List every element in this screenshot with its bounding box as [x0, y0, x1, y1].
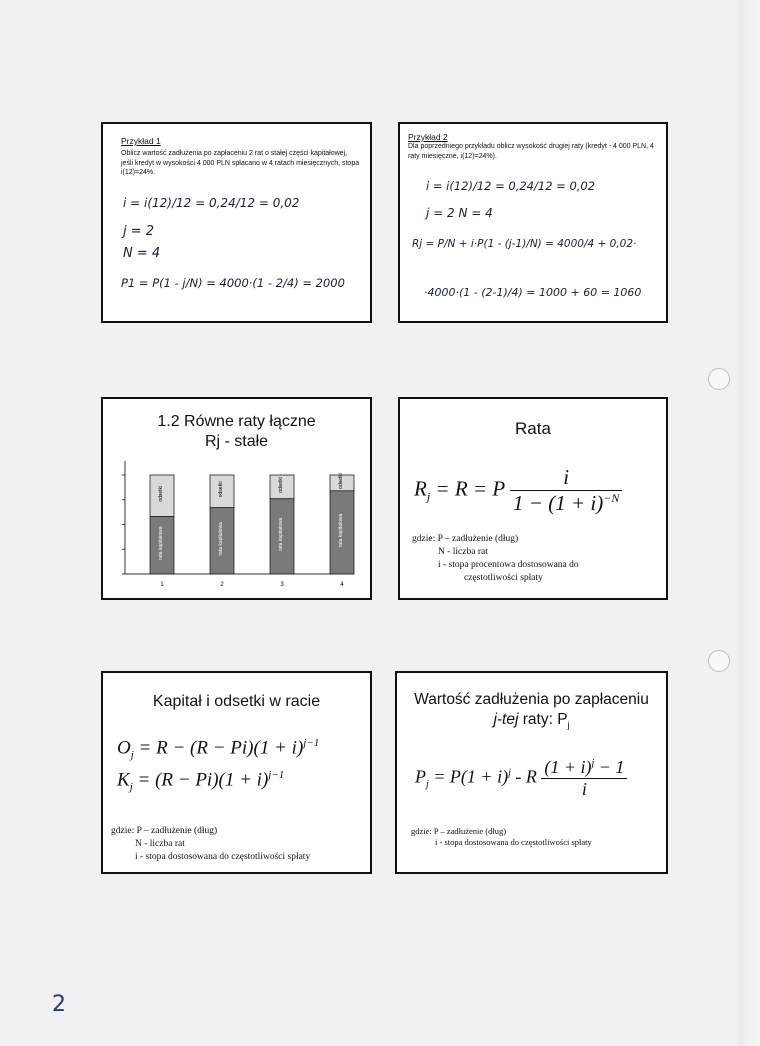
- capital-label: rata kapitałowa: [158, 526, 164, 561]
- slide-equal-installments: [101, 397, 372, 600]
- slide-rata: [398, 397, 668, 600]
- handwritten-line: j = 2: [123, 224, 155, 239]
- note-line: częstotliwości spłaty: [464, 573, 543, 583]
- page-number: 2: [52, 992, 66, 1017]
- slide-example-2: [398, 122, 668, 323]
- binder-hole: [708, 368, 730, 390]
- capital-label: rata kapitałowa: [278, 517, 284, 552]
- slide-subtitle: Rj - stałe: [204, 433, 269, 450]
- handwritten-line: P1 = P(1 - j/N) = 4000·(1 - 2/4) = 2000: [121, 276, 345, 290]
- slide-title: Wartość zadłużenia po zapłaceniu: [414, 691, 649, 708]
- note-line: gdzie: P – zadłużenie (dług): [412, 534, 519, 544]
- note-line: N - liczba rat: [438, 547, 488, 557]
- x-tick-label: 4: [340, 582, 344, 588]
- installment-formula: $R_j = R = P$ $\frac{i}{1 - (1 + i)^{-N}}$: [414, 465, 622, 516]
- slide-subtitle: j-tej raty: $P_j$: [493, 711, 570, 731]
- slide-example-1: [101, 122, 372, 323]
- slide-title: 1.2 Równe raty łączne: [157, 413, 316, 430]
- slide-title: Przykład 2: [408, 132, 448, 142]
- x-tick-label: 1: [160, 582, 164, 588]
- note-line: gdzie: P – zadłużenie (dług): [111, 826, 218, 836]
- page-edge: [738, 0, 760, 1046]
- note-line: i - stopa procentowa dostosowana do: [438, 560, 579, 570]
- x-tick-label: 3: [280, 582, 284, 588]
- handwritten-line: N = 4: [123, 246, 161, 261]
- slide-title: Rata: [515, 419, 551, 438]
- handwritten-line: ·4000·(1 - (2-1)/4) = 1000 + 60 = 1060: [424, 286, 642, 299]
- installment-chart: [103, 399, 370, 598]
- capital-label: rata kapitałowa: [218, 522, 224, 556]
- capital-label: rata kapitałowa: [338, 513, 344, 548]
- x-tick-label: 2: [220, 582, 224, 588]
- slide-capital-interest: [101, 671, 372, 874]
- note-line: i - stopa dostosowana do częstotliwości spłaty: [135, 852, 311, 862]
- handwritten-line: i = i(12)/12 = 0,24/12 = 0,02: [123, 196, 300, 210]
- note-line: N - liczba rat: [135, 839, 185, 849]
- binder-hole: [708, 650, 730, 672]
- interest-label: odsetki: [278, 476, 284, 493]
- handwritten-line: Rj = P/N + i·P(1 - (j-1)/N) = 4000/4 + 0,02·: [412, 238, 637, 250]
- handwritten-line: j = 2 N = 4: [426, 206, 493, 220]
- handwritten-line: i = i(12)/12 = 0,24/12 = 0,02: [426, 179, 596, 193]
- capital-formula: $K_j = (R - Pi)(1 + i)^{j-1}$: [117, 769, 285, 794]
- debt-formula: $P_j = P(1 + i)^j - R$ $\frac{(1 + i)^j - 1}{i}$: [415, 757, 627, 800]
- slide-title: Przykład 1: [121, 136, 161, 146]
- interest-label: odsetki: [218, 481, 224, 498]
- interest-formula: $O_j = R - (R - Pi)(1 + i)^{j-1}$: [117, 737, 320, 762]
- slide-debt-value: [395, 671, 668, 874]
- interest-label: odsetki: [158, 485, 164, 502]
- note-line: i - stopa dostosowana do częstotliwości spłaty: [435, 837, 592, 847]
- slide-title: Kapitał i odsetki w racie: [152, 693, 321, 710]
- note-line: gdzie: P – zadłużenie (dług): [411, 826, 507, 836]
- interest-label: odsetki: [338, 472, 344, 489]
- exercise-text: Oblicz wartość zadłużenia po zapłaceniu 2 rat o stałej części kapitałowej, jeśli kredyt w wysokości 4 000 PLN spłacano w 4 ratach miesięcznych, stopa i(12)=24%.: [121, 150, 360, 176]
- exercise-text: Dla poprzedniego przykładu oblicz wysokość drugiej raty (kredyt - 4 000 PLN, 4 raty miesięczne, i(12)=24%).: [408, 143, 654, 160]
